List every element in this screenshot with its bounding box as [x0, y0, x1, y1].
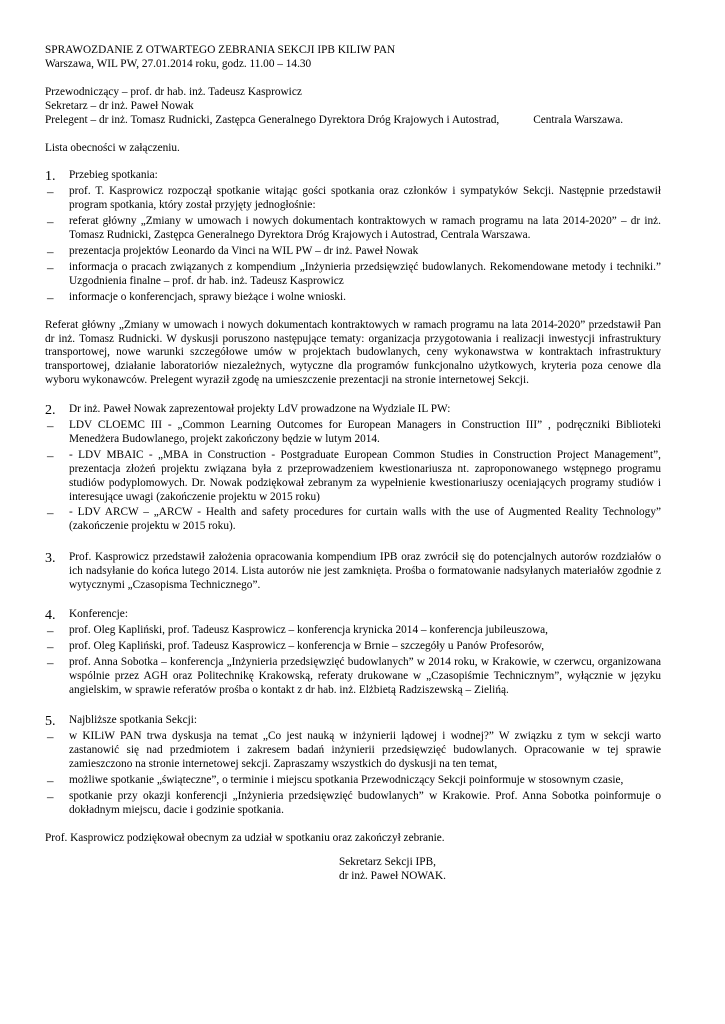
list-item: – spotkanie przy okazji konferencji „Inżynieria przedsięwzięć budowlanych” w Krakowie. Prof. Anna Sobotka poinformuje o dokładnym miejscu, dacie i godzinie spotkania.: [47, 788, 661, 816]
dash-bullet-icon: –: [47, 622, 54, 638]
section-4: [45, 608, 661, 699]
dash-bullet-icon: –: [47, 243, 54, 259]
list-item: – prof. Anna Sobotka – konferencja „Inżynieria przedsięwzięć budowlanych” w 2014 roku, w Krakowie, w czerwcu, organizowana wspólnie przez AGH oraz Politechnikę Krakowską, referaty drukowane w „Czasopiśmie Technicznym”, wyłącznie w języku angielskim, w sprawie referatów prośba o kontakt z dr hab. inż. Elżbietą Radziszewską – Zielińą.: [47, 654, 661, 696]
list-item: – LDV CLOEMC III - „Common Learning Outcomes for European Managers in Construction III” , podręczniki Biblioteki Menedżera Budowlanego, projekt zakończony będzie w lutym 2014.: [47, 418, 661, 445]
section-5: [45, 714, 661, 819]
section-number: 5.: [45, 714, 56, 730]
list-item: – prof. Oleg Kapliński, prof. Tadeusz Kasprowicz – konferencja w Brnie – szczegóły u Panów Profesorów,: [47, 638, 545, 654]
list-item: – możliwe spotkanie „świąteczne”, o terminie i miejscu spotkania Przewodniczący Sekcji poinformuje w stosownym czasie,: [47, 773, 624, 789]
speaker-text: Prelegent – dr inż. Tomasz Rudnicki, Zastępca Generalnego Dyrektora Dróg Krajowych i Autostrad,: [45, 113, 500, 126]
list-item: – prof. Oleg Kapliński, prof. Tadeusz Kasprowicz – konferencja krynicka 2014 – konferencja jubileuszowa,: [47, 622, 548, 638]
dash-bullet-icon: –: [47, 418, 54, 434]
section-number: 1.: [45, 169, 56, 185]
agenda-list: [45, 185, 661, 304]
section-text: Prof. Kasprowicz przedstawił założenia opracowania kompendium IPB oraz zwrócił się do potencjalnych autorów rozdziałów o ich nadsyłanie do końca lutego 2014. Lista autorów nie jest zamknięta. Prośba o formatowanie nadsyłanych materiałów zgodnie z wytycznymi „Czasopisma Technicznego”.: [69, 551, 661, 592]
section-title: Najbliższe spotkania Sekcji:: [69, 714, 197, 727]
list-item: – w KILiW PAN trwa dyskusja na temat „Co jest nauką w inżynierii lądowej i wodnej?” W związku z tym w sekcji warto zastanowić się nad przedmiotem i zakresem badań inżynierii przedsięwzięć budowlanych. Opracowanie w tej sprawie zamieszczono na stronie internetowej sekcji. Zapraszamy wszystkich do dyskusji na ten temat,: [47, 729, 661, 771]
dash-bullet-icon: –: [47, 729, 54, 745]
closing-note: Prof. Kasprowicz podziękował obecnym za udział w spotkaniu oraz zakończył zebranie.: [45, 831, 445, 844]
section-3: [45, 551, 661, 593]
document-title: SPRAWOZDANIE Z OTWARTEGO ZEBRANIA SEKCJI IPB KILIW PAN: [45, 44, 396, 56]
lecture-summary: Referat główny „Zmiany w umowach i nowych dokumentach kontraktowych w ramach programu na lata 2014-2020” przedstawił Pan dr inż. Tomasz Rudnicki. W dyskusji poruszono następujące tematy: organizacja przygotowania i realizacji inwestycji infrastruktury transportowej, nowe warunki szczegółowe umów w projektach budowlanych, ceny wykonawstwa w kontraktach infrastruktury transportowej, działanie laboratoriów niezależnych, wytyczne dla programów funkcjonalno użytkowych, kryteria poza cenowe dla wyboru wykonawców. Prelegent wyraził zgodę na umieszczenie prezentacji na stronie internetowej Sekcji.: [45, 318, 661, 387]
section-number: 2.: [45, 403, 56, 419]
dash-bullet-icon: –: [47, 638, 54, 654]
projects-list: [45, 419, 661, 534]
attendance-note: Lista obecności w załączeniu.: [45, 141, 180, 154]
section-number: 3.: [45, 551, 56, 567]
speaker-line: [45, 114, 661, 128]
meetings-list: [45, 730, 661, 817]
signature-role: Sekretarz Sekcji IPB,: [339, 855, 436, 868]
section-1: [45, 169, 661, 306]
list-item: – referat główny „Zmiany w umowach i nowych dokumentach kontraktowych w ramach programu na lata 2014-2020” – dr inż. Tomasz Rudnicki, Zastępca Generalnego Dyrektora Dróg Krajowych i Autostrad, Centrala Warszawa.: [47, 214, 661, 242]
list-item: – - LDV MBAIC - „MBA in Construction - Postgraduate European Common Studies in Construction Project Management”, prezentacja złożeń projektu związana była z przeprowadzeniem kwestionariusza nt. zaproponowanego wstępnego programu studiów podyplomowych. Dr. Nowak podziękował zebranym za wypełnienie kwestionariuszy oceniających programy studiów i interesujące uwagi (zakończenie projektu w 2015 roku): [47, 447, 661, 503]
chairman-line: Przewodniczący – prof. dr hab. inż. Tadeusz Kasprowicz: [45, 85, 302, 98]
secretary-line: Sekretarz – dr inż. Paweł Nowak: [45, 99, 194, 112]
dash-bullet-icon: –: [47, 184, 54, 200]
dash-bullet-icon: –: [47, 773, 54, 789]
dash-bullet-icon: –: [47, 289, 54, 305]
list-item: – prezentacja projektów Leonardo da Vinci na WIL PW – dr inż. Paweł Nowak: [47, 243, 419, 259]
meeting-place-date: Warszawa, WIL PW, 27.01.2014 roku, godz. 11.00 – 14.30: [45, 57, 312, 70]
speaker-location: Centrala Warszawa.: [533, 113, 624, 126]
section-title: Dr inż. Paweł Nowak zaprezentował projekty LdV prowadzone na Wydziale IL PW:: [69, 403, 451, 416]
dash-bullet-icon: –: [47, 505, 54, 521]
signature-name: dr inż. Paweł NOWAK.: [339, 869, 446, 882]
conferences-list: [45, 624, 661, 698]
section-number: 4.: [45, 608, 56, 623]
list-item: – prof. T. Kasprowicz rozpoczął spotkanie witając gości spotkania oraz członków i sympatyków Sekcji. Następnie przedstawił program spotkania, który został przyjęty jednogłośnie:: [47, 184, 661, 212]
dash-bullet-icon: –: [47, 788, 54, 804]
list-item: – informacje o konferencjach, sprawy bieżące i wolne wnioski.: [47, 289, 346, 305]
dash-bullet-icon: –: [47, 214, 54, 230]
list-item: – - LDV ARCW – „ARCW - Health and safety procedures for curtain walls with the use of Augmented Reality Technology” (zakończenie projektu w 2015 roku).: [47, 505, 661, 533]
dash-bullet-icon: –: [47, 259, 54, 275]
signature-block: [339, 856, 661, 884]
section-title: Przebieg spotkania:: [69, 169, 158, 182]
section-title: Konferencje:: [69, 608, 128, 620]
dash-bullet-icon: –: [47, 447, 54, 463]
dash-bullet-icon: –: [47, 654, 54, 670]
section-2: [45, 403, 661, 536]
list-item: – informacja o pracach związanych z kompendium „Inżynieria przedsięwzięć budowlanych. Rekomendowane metody i techniki.” Uzgodnienia finalne – prof. dr hab. inż. Tadeusz Kasprowicz: [47, 259, 661, 287]
